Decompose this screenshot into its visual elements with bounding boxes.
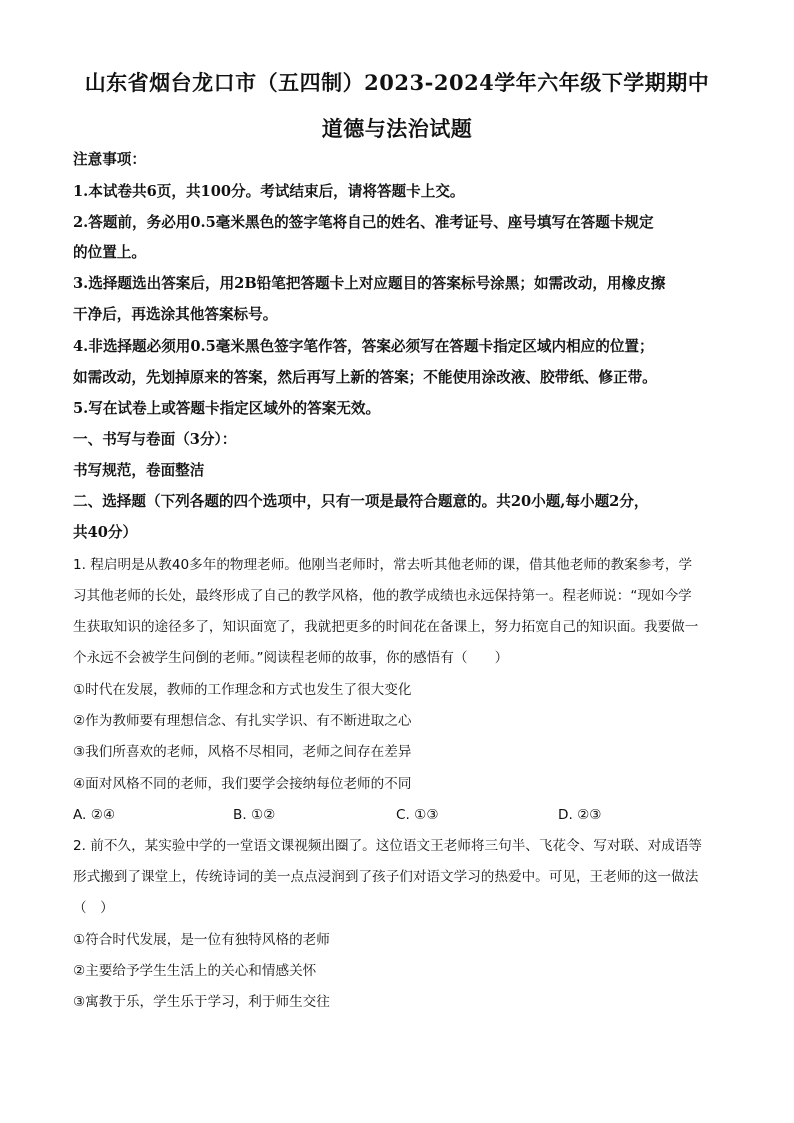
section1-heading: 一、书写与卷面（3分）： — [73, 431, 237, 448]
question-1-statement: ④面对风格不同的老师，我们要学会接纳每位老师的不同 — [73, 776, 412, 792]
question-1-option-c: C. ①③ — [396, 807, 439, 823]
notice-line: 1.本试卷共6页，共100分。考试结束后，请将答题卡上交。 — [73, 183, 465, 200]
question-1-statement: ③我们所喜欢的老师，风格不尽相同，老师之间存在差异 — [73, 744, 412, 760]
exam-subtitle: 道德与法治试题 — [321, 116, 473, 141]
notice-line: 3.选择题选出答案后，用2B铅笔把答题卡上对应题目的答案标号涂黑；如需改动，用橡皮擦 — [73, 275, 666, 292]
question-1-text: 1. 程启明是从教40多年的物理老师。他刚当老师时，常去听其他老师的课，借其他老师的教案参考，学 — [73, 557, 693, 573]
section1-text: 书写规范，卷面整洁 — [73, 462, 205, 479]
question-2-statement: ③寓教于乐，学生乐于学习，利于师生交往 — [73, 994, 330, 1010]
question-1-statement: ②作为教师要有理想信念、有扎实学识、有不断进取之心 — [73, 713, 412, 729]
notice-line: 如需改动，先划掉原来的答案，然后再写上新的答案；不能使用涂改液、胶带纸、修正带。 — [73, 369, 657, 386]
notice-line: 4.非选择题必须用0.5毫米黑色签字笔作答，答案必须写在答题卡指定区域内相应的位置； — [73, 338, 654, 355]
question-2-text: 形式搬到了课堂上，传统诗词的美一点点浸润到了孩子们对语文学习的热爱中。可见，王老师的这一做法 — [73, 869, 699, 885]
notice-line: 干净后，再选涂其他答案标号。 — [73, 306, 278, 323]
question-1-option-b: B. ①② — [233, 807, 276, 823]
question-2-statement: ①符合时代发展，是一位有独特风格的老师 — [73, 932, 330, 948]
notice-heading: 注意事项： — [73, 151, 146, 168]
exam-title: 山东省烟台龙口市（五四制）2023-2024学年六年级下学期期中 — [84, 70, 710, 95]
notice-line: 的位置上。 — [73, 244, 146, 261]
question-2-text: 2. 前不久，某实验中学的一堂语文课视频出圈了。这位语文王老师将三句半、飞花令、写对联、对成语等 — [73, 838, 703, 854]
section2-heading-cont: 共40分） — [73, 524, 138, 541]
question-1-option-d: D. ②③ — [558, 807, 602, 823]
question-1-option-a: A. ②④ — [73, 807, 116, 823]
question-1-text: 生获取知识的途径多了，知识面宽了，我就把更多的时间花在备课上，努力拓宽自己的知识面。我要做一 — [73, 619, 699, 635]
question-2-statement: ②主要给予学生生活上的关心和情感关怀 — [73, 963, 317, 979]
section2-heading: 二、选择题（下列各题的四个选项中，只有一项是最符合题意的。共20小题,每小题2分， — [73, 493, 649, 510]
question-1-text: 习其他老师的长处，最终形成了自己的教学风格，他的教学成绩也永远保持第一。程老师说：“现如今学 — [73, 588, 692, 604]
notice-line: 2.答题前，务必用0.5毫米黑色的签字笔将自己的姓名、准考证号、座号填写在答题卡规定 — [73, 214, 654, 231]
question-2-answer-blank: （ ） — [73, 900, 114, 916]
question-1-text: 个永远不会被学生问倒的老师。”阅读程老师的故事，你的感悟有（ ） — [73, 650, 509, 666]
notice-line: 5.写在试卷上或答题卡指定区域外的答案无效。 — [73, 400, 381, 417]
question-1-statement: ①时代在发展，教师的工作理念和方式也发生了很大变化 — [73, 682, 412, 698]
